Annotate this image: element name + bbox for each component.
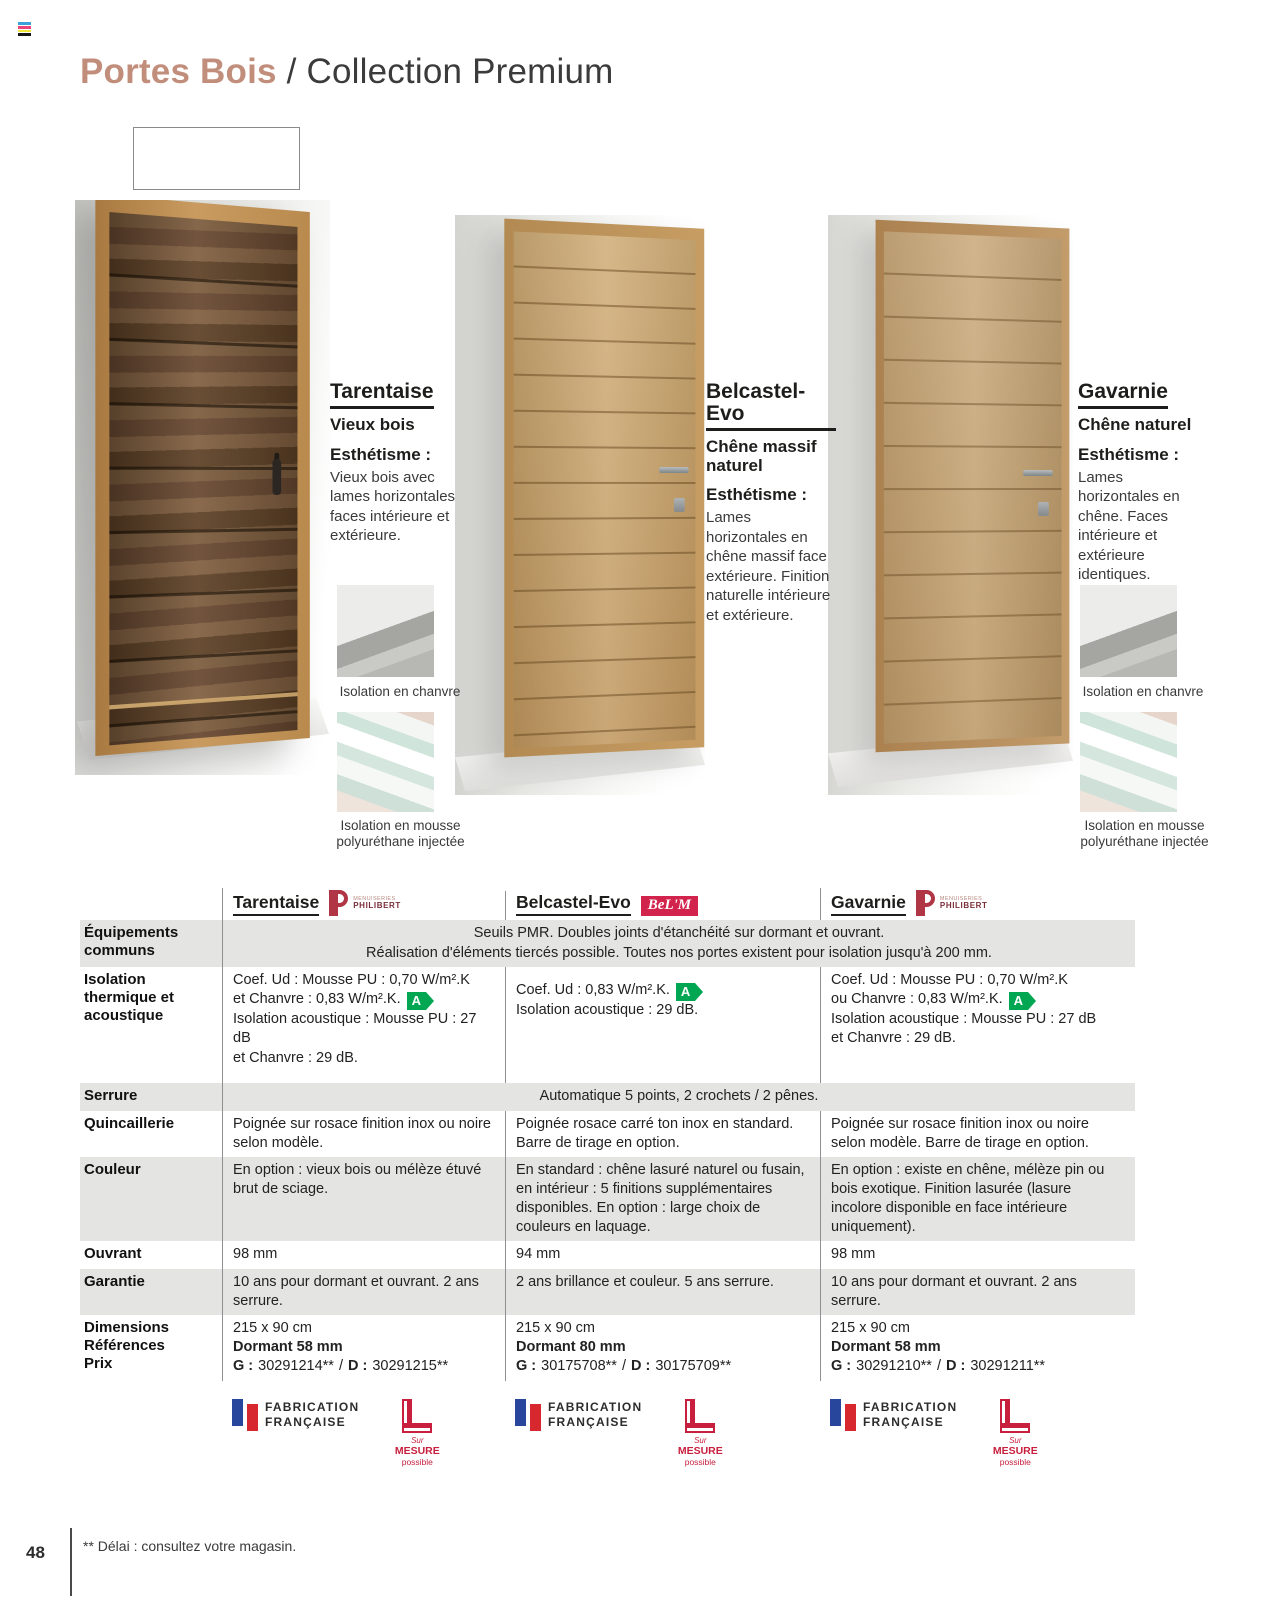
isolation-gavarnie [820, 967, 1135, 1083]
isolation-line: et Chanvre : 29 dB. [233, 1049, 358, 1066]
foam-insulation-photo [337, 712, 434, 812]
column-name: Gavarnie [831, 893, 906, 916]
badges-tarentaise [222, 1395, 505, 1476]
isolation-text: et Chanvre : 0,83 W/m².K. [233, 991, 401, 1008]
ref-d-label: D : [630, 1358, 651, 1375]
hemp-insulation-photo [337, 585, 434, 677]
row-label: Garantie [84, 1272, 145, 1290]
dimension-value: 215 x 90 cm [516, 1319, 595, 1336]
row-label: Serrure [84, 1087, 138, 1105]
carpenter-square-icon [402, 1399, 432, 1433]
philibert-text-small: MENUISERIES [353, 895, 396, 902]
product-name: Tarentaise [330, 381, 434, 409]
ref-g-label: G : [831, 1358, 852, 1375]
product-block-gavarnie [1078, 381, 1202, 585]
isolation-belcastel [505, 967, 820, 1083]
row-label: Couleur [84, 1160, 141, 1178]
mesure-line1: Sur [694, 1435, 707, 1445]
ref-separator: / [338, 1358, 343, 1375]
badge-row-spacer [80, 1395, 222, 1476]
philibert-text-small: MENUISERIES [939, 895, 983, 902]
product-description: Lames horizontales en chêne. Faces intérieure et extérieure identiques. [1078, 468, 1180, 584]
fabrication-line1: FABRICATION [265, 1399, 360, 1414]
print-registration-mark [18, 22, 31, 36]
fabrication-francaise-text [548, 1400, 642, 1430]
garantie-gavarnie: 10 ans pour dormant et ouvrant. 2 ans serrure. [820, 1269, 1135, 1315]
ref-separator: / [936, 1358, 941, 1375]
ref-g-value: 30175708** [541, 1358, 617, 1375]
fabrication-line1: FABRICATION [548, 1399, 643, 1414]
column-header-gavarnie [820, 888, 1135, 920]
mesure-line2: MESURE [394, 1445, 440, 1458]
row-label [80, 1315, 222, 1381]
page-title-accent: Portes Bois [80, 52, 277, 91]
ouvrant-belcastel: 94 mm [505, 1241, 820, 1268]
product-block-belcastel-evo [706, 381, 836, 625]
foam-insulation-caption: Isolation en mousse polyuréthane injectée [1080, 818, 1209, 850]
ref-d-value: 30175709** [655, 1358, 732, 1375]
product-finish: Chêne massif naturel [706, 437, 817, 475]
isolation-line [516, 981, 810, 1001]
mesure-line1: Sur [1009, 1435, 1022, 1445]
column-header-belcastel-evo [505, 891, 820, 920]
row-dimensions-references-prix [80, 1315, 1135, 1381]
sur-mesure-badge [668, 1399, 732, 1468]
equipements-line1: Seuils PMR. Doubles joints d'étanchéité sur dormant et ouvrant. [473, 925, 885, 941]
door-handle-icon [273, 459, 282, 495]
door-lock-icon [1038, 501, 1049, 515]
product-name: Belcastel-Evo [706, 381, 836, 431]
fabrication-line1: FABRICATION [863, 1399, 958, 1414]
ref-d-value: 30291215** [372, 1358, 449, 1375]
dormant-value: Dormant 58 mm [233, 1338, 343, 1355]
ouvrant-tarentaise: 98 mm [222, 1241, 505, 1268]
footer-divider [70, 1528, 72, 1596]
column-header-tarentaise [222, 888, 505, 920]
badges-gavarnie [820, 1395, 1135, 1476]
product-finish: Chêne naturel [1078, 415, 1192, 435]
fabrication-francaise-text [863, 1400, 957, 1430]
row-garantie [80, 1269, 1135, 1315]
table-header-row [80, 880, 1135, 920]
equipements-line2: Réalisation d'éléments tiercés possible. Toutes nos portes existent pour isolation jusqu'à 200 mm. [366, 944, 992, 961]
couleur-belcastel: En standard : chêne lasuré naturel ou fusain, en intérieur : 5 finitions supplémentaires disponibles. En option : large choix de couleurs en laquage. [505, 1157, 820, 1242]
couleur-tarentaise: En option : vieux bois ou mélèze étuvé brut de sciage. [222, 1157, 505, 1242]
label-dimensions: Dimensions [84, 1318, 170, 1336]
quincaillerie-belcastel: Poignée rosace carré ton inox en standard. Barre de tirage en option. [505, 1111, 820, 1157]
garantie-tarentaise: 10 ans pour dormant et ouvrant. 2 ans serrure. [222, 1269, 505, 1315]
row-label: Isolation thermique et acoustique [84, 971, 175, 1025]
garantie-belcastel: 2 ans brillance et couleur. 5 ans serrure. [505, 1269, 820, 1315]
door-tarentaise [95, 200, 309, 756]
fabrication-line2: FRANÇAISE [863, 1414, 944, 1429]
philibert-p-icon [329, 890, 349, 916]
mesure-line3: possible [401, 1456, 433, 1467]
door-belcastel-evo [504, 219, 704, 758]
isolation-line [233, 990, 495, 1010]
serrure-value: Automatique 5 points, 2 crochets / 2 pênes. [222, 1083, 1135, 1111]
hemp-insulation-photo [1080, 585, 1177, 677]
fabrication-line2: FRANÇAISE [265, 1414, 346, 1429]
door-leaf [884, 231, 1062, 743]
dimension-value: 215 x 90 cm [233, 1319, 312, 1336]
page-title [80, 52, 614, 92]
label-prix: Prix [84, 1354, 113, 1372]
hemp-insulation-caption: Isolation en chanvre [1082, 684, 1204, 699]
row-couleur [80, 1157, 1135, 1242]
door-gavarnie [876, 220, 1070, 753]
isolation-line: Isolation acoustique : Mousse PU : 27 dB [233, 1011, 477, 1047]
philibert-text: PHILIBERT [353, 900, 401, 910]
foam-insulation-photo [1080, 712, 1177, 812]
quincaillerie-tarentaise: Poignée sur rosace finition inox ou noire selon modèle. [222, 1111, 505, 1157]
product-finish: Vieux bois [330, 415, 415, 435]
dimensions-belcastel [505, 1315, 820, 1381]
row-label: Ouvrant [84, 1245, 142, 1263]
page-title-rest: / Collection Premium [276, 52, 614, 91]
fabrication-francaise-badge [830, 1399, 957, 1431]
isolation-line: Isolation acoustique : 29 dB. [516, 1002, 699, 1019]
ref-d-label: D : [347, 1358, 368, 1375]
energy-class-a-badge: A [407, 992, 426, 1010]
dimensions-tarentaise [222, 1315, 505, 1381]
product-block-tarentaise [330, 381, 472, 546]
door-photo-gavarnie [828, 215, 1073, 795]
fabrication-line2: FRANÇAISE [548, 1414, 629, 1429]
mesure-line3: possible [999, 1456, 1031, 1467]
door-handle-icon [659, 467, 688, 473]
badges-belcastel [505, 1395, 820, 1476]
door-leaf [109, 212, 297, 745]
esthetisme-label: Esthétisme : [1078, 444, 1180, 464]
sur-mesure-badge [983, 1399, 1047, 1468]
door-leaf [514, 231, 696, 748]
ref-g-label: G : [516, 1358, 537, 1375]
hemp-insulation-caption: Isolation en chanvre [339, 684, 461, 699]
isolation-line: et Chanvre : 29 dB. [831, 1030, 956, 1047]
product-description: Lames horizontales en chêne massif face extérieure. Finition naturelle intérieure et extérieure. [706, 509, 831, 624]
door-photo-belcastel-evo [455, 215, 705, 795]
spec-table [80, 880, 1135, 1476]
product-description: Vieux bois avec lames horizontales faces intérieure et extérieure. [330, 468, 456, 545]
dormant-value: Dormant 58 mm [831, 1338, 941, 1355]
reference-line [233, 1357, 495, 1376]
door-photo-tarentaise [75, 200, 330, 775]
dimensions-gavarnie [820, 1315, 1135, 1381]
fabrication-francaise-badge [232, 1399, 359, 1431]
isolation-line [831, 990, 1125, 1010]
philibert-p-icon [916, 890, 936, 916]
mesure-line2: MESURE [992, 1445, 1038, 1458]
label-references: Références [84, 1336, 165, 1354]
row-isolation [80, 967, 1135, 1083]
belm-logo-icon: BeL'M [641, 896, 698, 916]
french-flag-icon [515, 1399, 541, 1431]
row-badges [80, 1381, 1135, 1476]
ref-g-value: 30291214** [258, 1358, 334, 1375]
row-label: Équipements communs [84, 924, 179, 959]
energy-class-a-badge: A [676, 983, 695, 1001]
reference-line [516, 1357, 810, 1376]
philibert-text: PHILIBERT [939, 900, 988, 910]
column-name: Tarentaise [233, 893, 319, 916]
row-quincaillerie [80, 1111, 1135, 1157]
equipements-value [222, 920, 1135, 967]
row-equipements-communs [80, 920, 1135, 967]
product-name: Gavarnie [1078, 381, 1168, 409]
foam-insulation-caption: Isolation en mousse polyuréthane injectée [336, 818, 465, 850]
door-lock-icon [674, 498, 685, 512]
isolation-text: ou Chanvre : 0,83 W/m².K. [831, 991, 1003, 1008]
page-number: 48 [26, 1543, 45, 1562]
mesure-line2: MESURE [677, 1445, 723, 1458]
door-handle-icon [1023, 470, 1053, 476]
dimension-value: 215 x 90 cm [831, 1319, 910, 1336]
energy-class-a-badge: A [1009, 992, 1028, 1010]
row-label: Quincaillerie [84, 1114, 175, 1132]
sur-mesure-badge [385, 1399, 449, 1468]
carpenter-square-icon [685, 1399, 715, 1433]
ref-separator: / [621, 1358, 626, 1375]
ref-g-label: G : [233, 1358, 254, 1375]
ouvrant-gavarnie: 98 mm [820, 1241, 1135, 1268]
column-name: Belcastel-Evo [516, 893, 631, 916]
philibert-logo-icon [329, 890, 401, 916]
ref-d-value: 30291211** [970, 1358, 1046, 1375]
dormant-value: Dormant 80 mm [516, 1338, 626, 1355]
fabrication-francaise-text [265, 1400, 359, 1430]
row-serrure [80, 1083, 1135, 1111]
empty-label-box [133, 127, 300, 190]
quincaillerie-gavarnie: Poignée sur rosace finition inox ou noire selon modèle. Barre de tirage en option. [820, 1111, 1135, 1157]
couleur-gavarnie: En option : existe en chêne, mélèze pin ou bois exotique. Finition lasurée (lasure incolore disponible en face intérieure uniquement). [820, 1157, 1135, 1242]
isolation-line: Coef. Ud : Mousse PU : 0,70 W/m².K [233, 972, 470, 989]
carpenter-square-icon [1000, 1399, 1030, 1433]
ref-d-label: D : [945, 1358, 966, 1375]
esthetisme-label: Esthétisme : [330, 444, 432, 464]
isolation-line: Isolation acoustique : Mousse PU : 27 dB [831, 1011, 1097, 1028]
mesure-line1: Sur [411, 1435, 424, 1445]
row-ouvrant [80, 1241, 1135, 1268]
isolation-text: Coef. Ud : 0,83 W/m².K. [516, 982, 670, 999]
mesure-line3: possible [684, 1456, 716, 1467]
ref-g-value: 30291210** [856, 1358, 932, 1375]
french-flag-icon [830, 1399, 856, 1431]
fabrication-francaise-badge [515, 1399, 642, 1431]
esthetisme-label: Esthétisme : [706, 485, 808, 505]
footnote: ** Délai : consultez votre magasin. [83, 1538, 297, 1554]
reference-line [831, 1357, 1125, 1376]
isolation-tarentaise [222, 967, 505, 1083]
french-flag-icon [232, 1399, 258, 1431]
isolation-line: Coef. Ud : Mousse PU : 0,70 W/m².K [831, 972, 1068, 989]
philibert-logo-icon [916, 890, 988, 916]
